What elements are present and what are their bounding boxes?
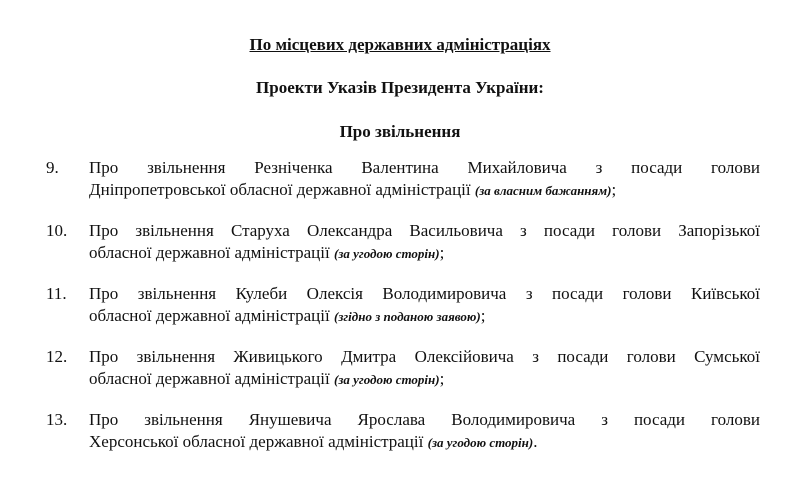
item-end-mark: ; — [439, 243, 445, 262]
item-number: 9. — [46, 158, 59, 177]
item-line-2 — [89, 431, 769, 454]
section-heading: По місцевих державних адміністраціях — [249, 35, 551, 54]
item-line-1: Про звільнення Кулеби Олексія Володимировича з посади голови Київської — [89, 284, 760, 303]
item-line-1: Про звільнення Резніченка Валентина Михайловича з посади голови — [89, 158, 760, 177]
list-item — [0, 283, 800, 325]
item-note: (за угодою сторін) — [333, 372, 440, 387]
item-line-1: Про звільнення Живицького Дмитра Олексійовича з посади голови Сумської — [89, 347, 760, 366]
decree-list — [0, 157, 800, 451]
item-line-2 — [89, 305, 769, 328]
item-line-2 — [89, 179, 769, 202]
item-number: 12. — [46, 347, 68, 366]
item-end-mark: ; — [480, 306, 486, 325]
item-line-2-text: Дніпропетровської обласної державної адміністрації — [89, 180, 471, 199]
item-line-1: Про звільнення Янушевича Ярослава Володимировича з посади голови — [89, 410, 760, 429]
subsection-heading: Про звільнення — [339, 122, 461, 141]
item-line-2-text: обласної державної адміністрації — [89, 243, 330, 262]
item-line-2-text: обласної державної адміністрації — [89, 306, 330, 325]
item-line-2-text: Херсонської обласної державної адміністрації — [89, 432, 424, 451]
item-line-1: Про звільнення Старуха Олександра Васильовича з посади голови Запорізької — [89, 221, 760, 240]
list-item — [0, 346, 800, 388]
list-item — [0, 220, 800, 262]
item-number: 13. — [46, 410, 68, 429]
item-number: 10. — [46, 221, 68, 240]
item-note: (згідно з поданою заявою) — [333, 309, 481, 324]
list-item — [0, 409, 800, 451]
item-end-mark: ; — [439, 369, 445, 388]
item-line-2 — [89, 242, 769, 265]
item-end-mark: ; — [611, 180, 617, 199]
item-number: 11. — [46, 284, 67, 303]
item-note: (за угодою сторін) — [333, 246, 440, 261]
item-line-2 — [89, 368, 769, 391]
item-note: (за власним бажанням) — [474, 183, 612, 198]
item-end-mark: . — [533, 432, 538, 451]
item-note: (за угодою сторін) — [427, 435, 534, 450]
projects-heading: Проекти Указів Президента України: — [256, 78, 544, 97]
item-line-2-text: обласної державної адміністрації — [89, 369, 330, 388]
list-item — [0, 157, 800, 199]
